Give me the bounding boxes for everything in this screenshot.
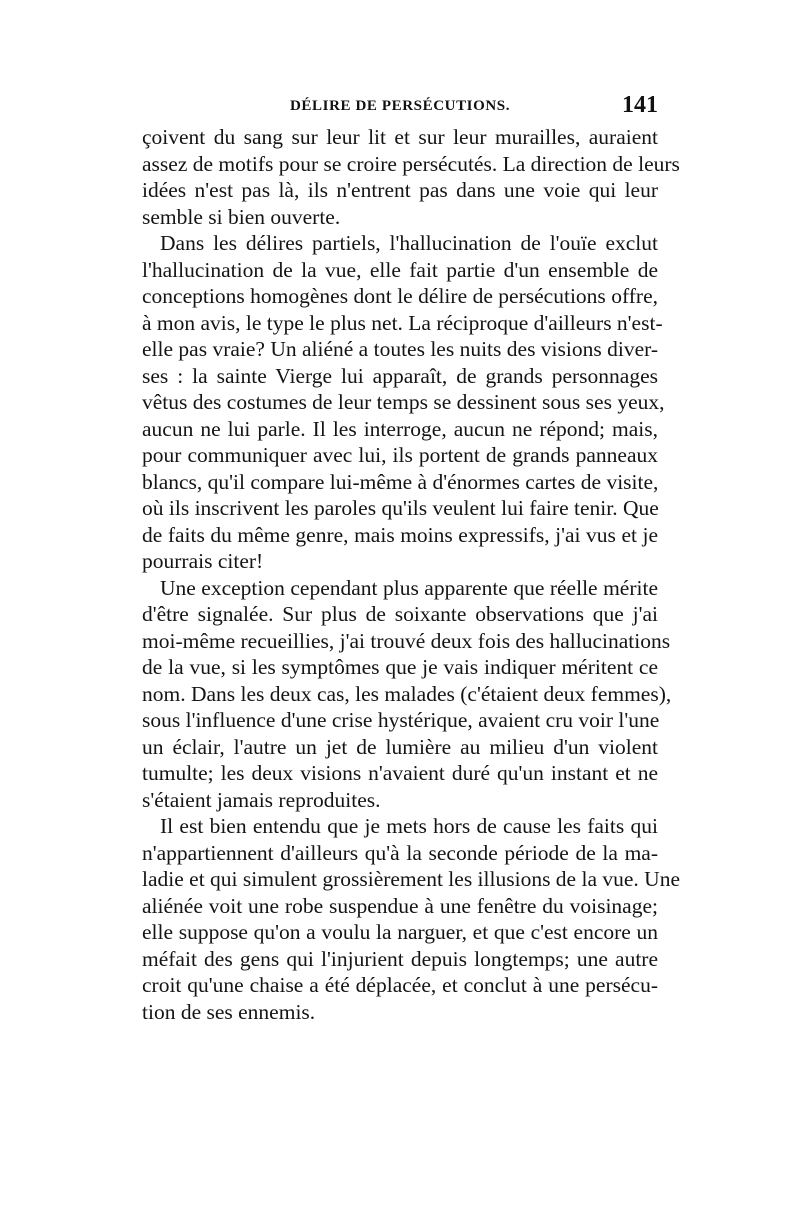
text-line: tion de ses ennemis. [142, 999, 316, 1024]
text-line: semble si bien ouverte. [142, 204, 341, 229]
text-line: pourrais citer! [142, 549, 264, 573]
text-line: çoivent du sang sur leur lit et sur leur murailles, auraient [142, 125, 658, 149]
text-line: blancs, qu'il compare lui-même à d'énormes cartes de visite, [142, 469, 659, 494]
text-line: Dans les délires partiels, l'hallucination de l'ouïe exclut [160, 231, 658, 255]
text-line: vêtus des costumes de leur temps se dessinent sous ses yeux, [142, 390, 665, 414]
body-text [142, 124, 680, 1025]
text-line: Il est bien entendu que je mets hors de cause les faits qui [160, 814, 658, 838]
text-line: méfait des gens qui l'injurient depuis longtemps; une autre [142, 946, 658, 971]
text-line: un éclair, l'autre un jet de lumière au milieu d'un violent [142, 734, 658, 759]
running-title: DÉLIRE DE PERSÉCUTIONS. [290, 98, 511, 114]
text-line: pour communiquer avec lui, ils portent de grands panneaux [142, 443, 658, 467]
text-line: elle pas vraie? Un aliéné a toutes les nuits des visions diver- [142, 337, 659, 361]
text-line: à mon avis, le type le plus net. La réciproque d'ailleurs n'est- [142, 310, 663, 335]
text-line: aliénée voit une robe suspendue à une fenêtre du voisinage; [142, 893, 658, 918]
text-line: de faits du même genre, mais moins expressifs, j'ai vus et je [142, 522, 658, 547]
text-line: Une exception cependant plus apparente que réelle mérite [160, 575, 658, 600]
text-line: ses : la sainte Vierge lui apparaît, de grands personnages [142, 363, 658, 388]
text-line: ladie et qui simulent grossièrement les illusions de la vue. Une [142, 867, 680, 891]
page-number: 141 [622, 92, 658, 118]
text-line: idées n'est pas là, ils n'entrent pas dans une voie qui leur [142, 178, 658, 202]
text-line: conceptions homogènes dont le délire de persécutions offre, [142, 284, 658, 308]
text-line: sous l'influence d'une crise hystérique, avaient cru voir l'une [142, 708, 660, 732]
text-line: tumulte; les deux visions n'avaient duré qu'un instant et ne [142, 761, 658, 785]
text-line: n'appartiennent d'ailleurs qu'à la seconde période de la ma- [142, 840, 658, 865]
text-line: l'hallucination de la vue, elle fait partie d'un ensemble de [142, 257, 658, 282]
text-line: d'être signalée. Sur plus de soixante observations que j'ai [142, 602, 658, 626]
text-line: aucun ne lui parle. Il les interroge, aucun ne répond; mais, [142, 416, 658, 441]
page-header [142, 94, 658, 124]
text-line: moi-même recueillies, j'ai trouvé deux fois des hallucinations [142, 628, 671, 653]
text-line: croit qu'une chaise a été déplacée, et conclut à une persécu- [142, 973, 658, 997]
text-line: assez de motifs pour se croire persécutés. La direction de leurs [142, 151, 680, 176]
text-line: de la vue, si les symptômes que je vais indiquer méritent ce [142, 655, 658, 679]
text-line: s'étaient jamais reproduites. [142, 787, 381, 812]
text-line: elle suppose qu'on a voulu la narguer, et que c'est encore un [142, 920, 658, 944]
text-line: nom. Dans les deux cas, les malades (c'étaient deux femmes), [142, 681, 672, 706]
text-line: où ils inscrivent les paroles qu'ils veulent lui faire tenir. Que [142, 496, 659, 520]
